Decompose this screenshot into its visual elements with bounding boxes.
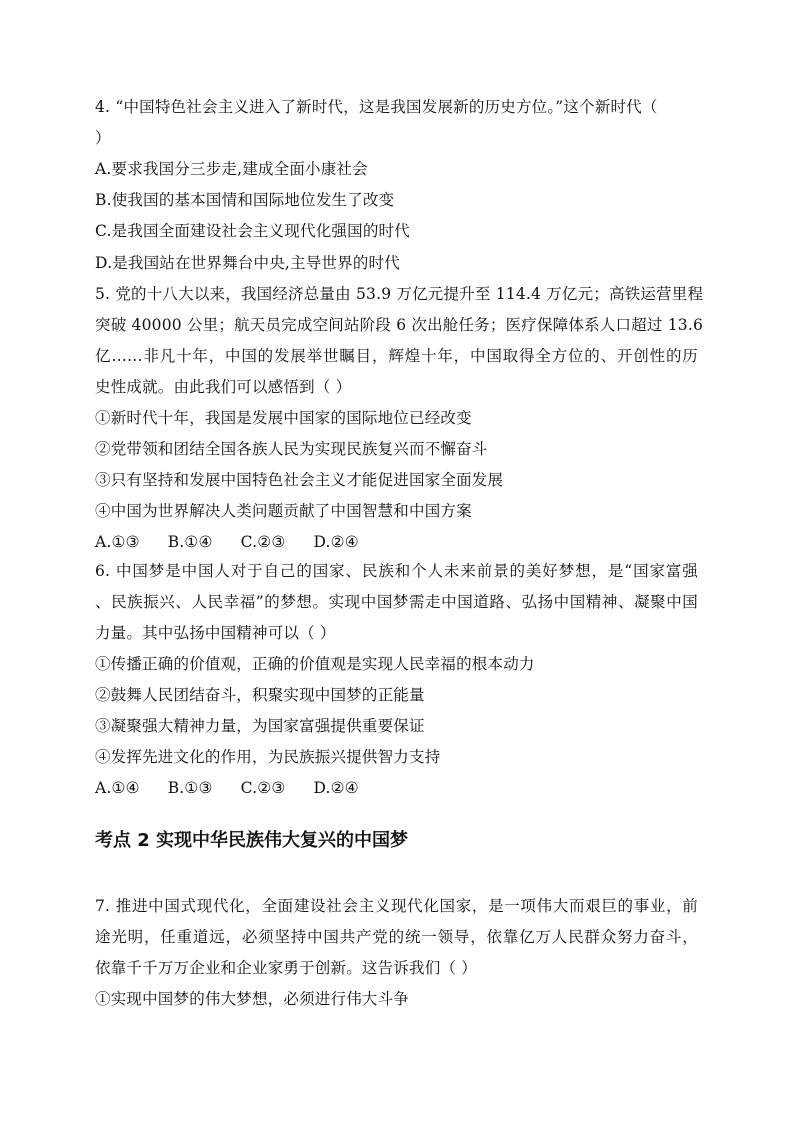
q5-statement-4: ④中国为世界解决人类问题贡献了中国智慧和中国方案 <box>95 502 472 520</box>
q4-stem-line1: 4. “中国特色社会主义进入了新时代，这是我国发展新的历史方位。”这个新时代（ <box>95 98 658 116</box>
q6-stem-line1: 6. 中国梦是中国人对于自己的国家、民族和个人未来前景的美好梦想，是“国家富强 <box>95 562 698 580</box>
q6-answer-d: D.②④ <box>313 779 359 797</box>
q5-stem-line3: 亿……非凡十年，中国的发展举世瞩目，辉煌十年，中国取得全方位的、开创性的历 <box>95 347 698 365</box>
q5-answer-b: B.①④ <box>167 533 213 551</box>
q7-stem-line1: 7. 推进中国式现代化，全面建设社会主义现代化国家，是一项伟大而艰巨的事业，前 <box>95 897 698 915</box>
q5-stem-line1: 5. 党的十八大以来，我国经济总量由 53.9 万亿元提升至 114.4 万亿元；高铁运营里程 <box>95 285 704 303</box>
q5-statement-1: ①新时代十年，我国是发展中国家的国际地位已经改变 <box>95 409 472 427</box>
q4-option-b: B.使我国的基本国情和国际地位发生了改变 <box>95 191 395 209</box>
q5-answer-c: C.②③ <box>240 533 286 551</box>
q5-statement-3: ③只有坚持和发展中国特色社会主义才能促进国家全面发展 <box>95 471 504 489</box>
q5-stem-line4: 史性成就。由此我们可以感悟到（ ） <box>95 378 352 396</box>
section-heading: 考点 2 实现中华民族伟大复兴的中国梦 <box>95 830 409 851</box>
q5-answer-a: A.①③ <box>95 533 140 551</box>
q4-option-d: D.是我国站在世界舞台中央,主导世界的时代 <box>95 254 400 272</box>
q5-answer-d: D.②④ <box>313 533 359 551</box>
q4-option-c: C.是我国全面建设社会主义现代化强国的时代 <box>95 222 410 240</box>
q6-answer-options <box>95 778 359 798</box>
q5-statement-2: ②党带领和团结全国各族人民为实现民族复兴而不懈奋斗 <box>95 440 488 458</box>
q7-statement-1: ①实现中国梦的伟大梦想，必须进行伟大斗争 <box>95 990 410 1008</box>
q4-option-a: A.要求我国分三步走,建成全面小康社会 <box>95 160 368 178</box>
q6-answer-b: B.①③ <box>167 779 213 797</box>
q7-stem-line2: 途光明，任重道远，必须坚持中国共产党的统一领导，依靠亿万人民群众努力奋斗， <box>95 928 698 946</box>
q5-answer-options <box>95 532 359 552</box>
q5-stem-line2: 突破 40000 公里；航天员完成空间站阶段 6 次出舱任务；医疗保障体系人口超过 13.6 <box>95 316 704 334</box>
q4-stem-line2: ） <box>95 129 111 147</box>
q6-statement-4: ④发挥先进文化的作用，为民族振兴提供智力支持 <box>95 748 441 766</box>
q6-statement-3: ③凝聚强大精神力量，为国家富强提供重要保证 <box>95 717 425 735</box>
q6-answer-a: A.①④ <box>95 779 140 797</box>
q6-statement-1: ①传播正确的价值观，正确的价值观是实现人民幸福的根本动力 <box>95 655 535 673</box>
q6-answer-c: C.②③ <box>240 779 286 797</box>
q6-stem-line2: 、民族振兴、人民幸福”的梦想。实现中国梦需走中国道路、弘扬中国精神、凝聚中国 <box>95 593 698 611</box>
q7-stem-line3: 依靠千千万万企业和企业家勇于创新。这告诉我们（ ） <box>95 959 477 977</box>
q6-statement-2: ②鼓舞人民团结奋斗，积聚实现中国梦的正能量 <box>95 686 425 704</box>
q6-stem-line3: 力量。其中弘扬中国精神可以（ ） <box>95 624 336 642</box>
